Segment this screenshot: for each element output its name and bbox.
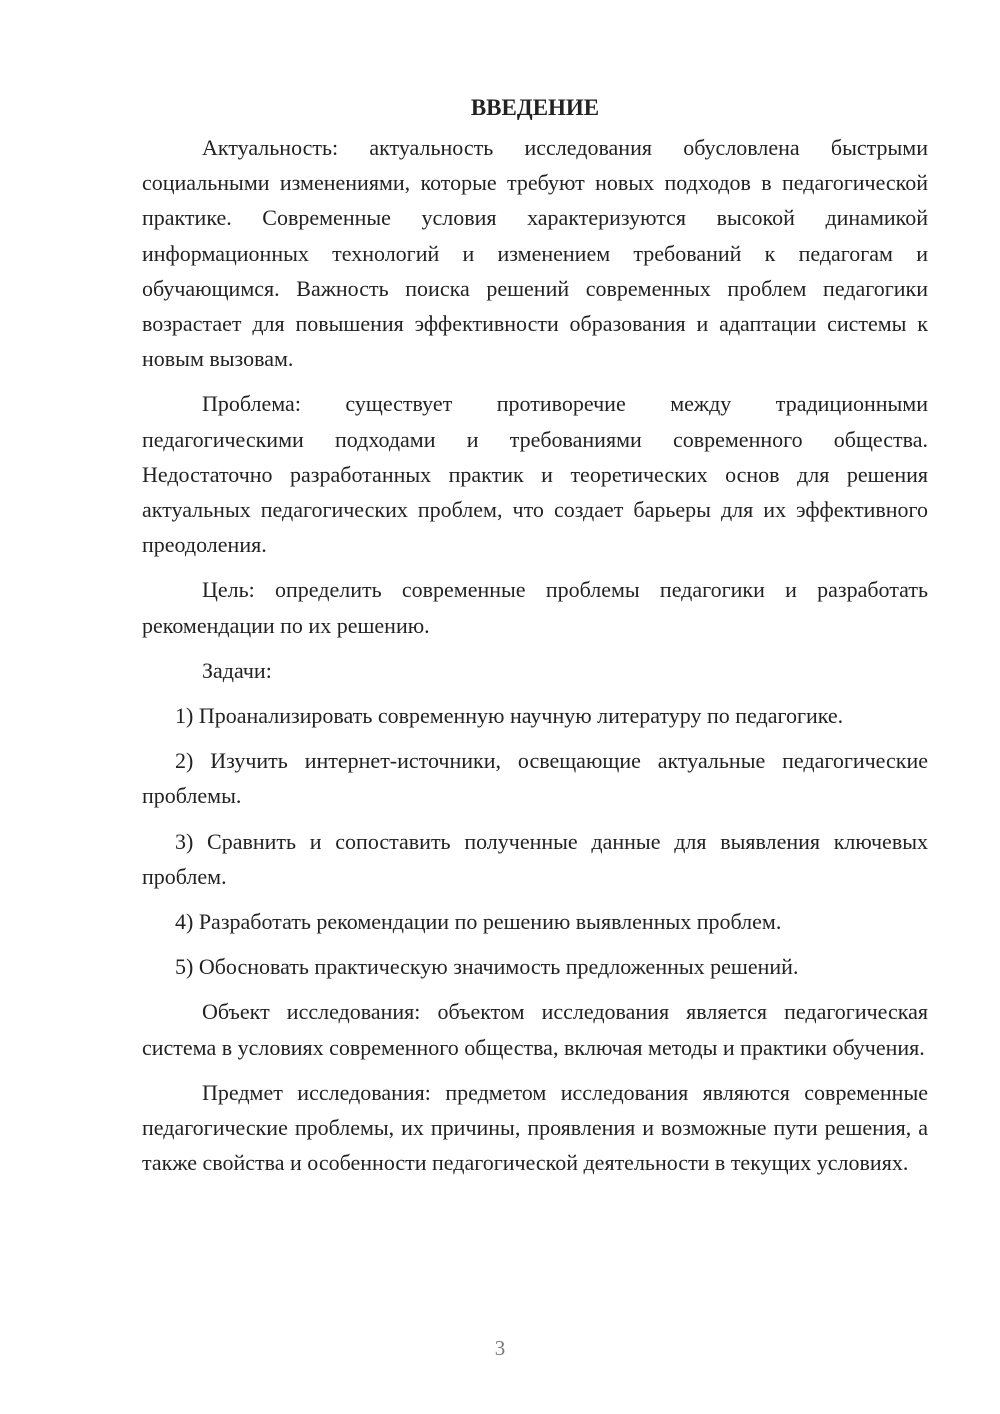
section-title: ВВЕДЕНИЕ <box>470 95 600 120</box>
task-item-4: 4) Разработать рекомендации по решению выявленных проблем. <box>175 909 782 935</box>
relevance-paragraph: Актуальность: актуальность исследования обусловлена быстрыми социальными изменениями, которые требуют новых подходов в педагогической практике. Современные условия характеризуются высокой динамикой информационных технологий и изменением требований к педагогам и обучающимся. Важность поиска решений современных проблем педагогики возрастает для повышения эффективности образования и адаптации системы к новым вызовам. <box>142 135 928 372</box>
task-item-5: 5) Обосновать практическую значимость предложенных решений. <box>175 954 799 980</box>
page-number: 3 <box>494 1336 506 1360</box>
goal-paragraph: Цель: определить современные проблемы педагогики и разработать рекомендации по их решению. <box>142 577 928 638</box>
research-subject-paragraph: Предмет исследования: предметом исследования являются современные педагогические проблемы, их причины, проявления и возможные пути решения, а также свойства и особенности педагогической деятельности в текущих условиях. <box>142 1079 928 1176</box>
problem-paragraph: Проблема: существует противоречие между традиционными педагогическими подходами и требованиями современного общества. Недостаточно разработанных практик и теоретических основ для решения актуальных педагогических проблем, что создает барьеры для их эффективного преодоления. <box>142 391 928 558</box>
document-page <box>142 90 928 1190</box>
task-item-2: 2) Изучить интернет-источники, освещающие актуальные педагогические проблемы. <box>142 748 928 809</box>
tasks-heading: Задачи: <box>202 657 272 683</box>
research-object-paragraph: Объект исследования: объектом исследования является педагогическая система в условиях современного общества, включая методы и практики обучения. <box>142 999 928 1060</box>
task-item-1: 1) Проанализировать современную научную литературу по педагогике. <box>175 703 844 729</box>
task-item-3: 3) Сравнить и сопоставить полученные данные для выявления ключевых проблем. <box>142 828 928 889</box>
